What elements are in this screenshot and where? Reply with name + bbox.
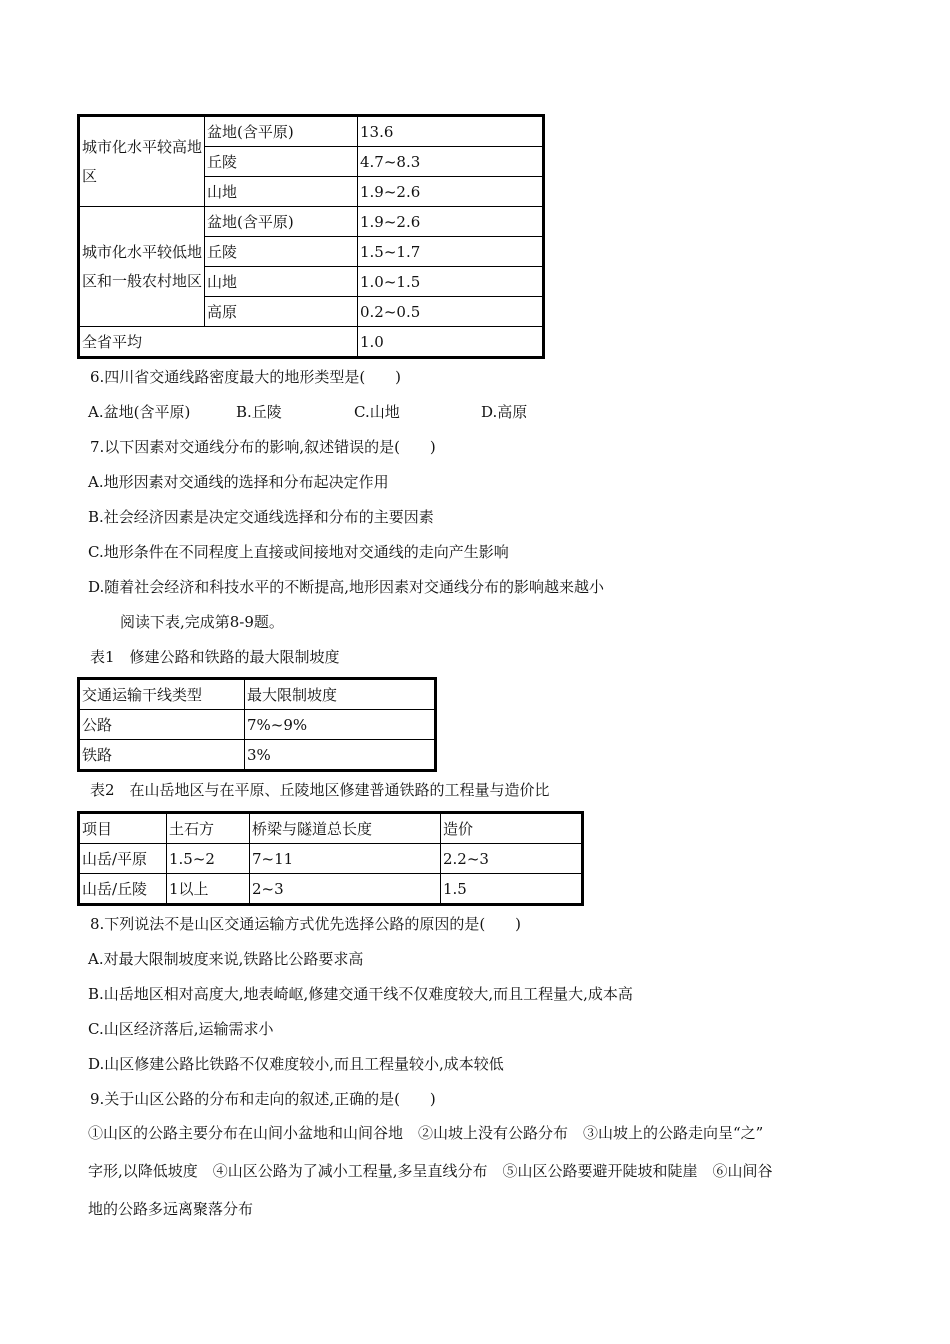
province-average-label: 全省平均 bbox=[79, 327, 358, 358]
cost-ratio-table bbox=[77, 811, 584, 906]
value-cell: 0.2~0.5 bbox=[358, 297, 544, 327]
table-cell: 1.5 bbox=[441, 874, 583, 905]
value-cell: 1.9~2.6 bbox=[358, 177, 544, 207]
group-label-high: 城市化水平较高地区 bbox=[79, 116, 205, 207]
table-cell: 山岳/丘陵 bbox=[79, 874, 167, 905]
table-cell: 1.5~2 bbox=[167, 844, 250, 874]
q8-option-a: A.对最大限制坡度来说,铁路比公路要求高 bbox=[88, 950, 364, 968]
terrain-cell: 山地 bbox=[205, 177, 358, 207]
table-header: 造价 bbox=[441, 813, 583, 844]
q7-option-a: A.地形因素对交通线的选择和分布起决定作用 bbox=[88, 473, 389, 491]
table-header: 最大限制坡度 bbox=[245, 679, 436, 710]
q9-line-1: ①山区的公路主要分布在山间小盆地和山间谷地 ②山坡上没有公路分布 ③山坡上的公路走向呈“之” bbox=[88, 1124, 764, 1142]
table-cell: 7%~9% bbox=[245, 710, 436, 740]
table-header: 交通运输干线类型 bbox=[79, 679, 245, 710]
terrain-cell: 盆地(含平原) bbox=[205, 116, 358, 147]
value-cell: 1.5~1.7 bbox=[358, 237, 544, 267]
table-header: 项目 bbox=[79, 813, 167, 844]
table-header: 土石方 bbox=[167, 813, 250, 844]
q8-stem: 8.下列说法不是山区交通运输方式优先选择公路的原因的是( ) bbox=[90, 915, 522, 933]
table-header: 桥梁与隧道总长度 bbox=[250, 813, 441, 844]
reading-intro: 阅读下表,完成第8-9题。 bbox=[120, 613, 284, 631]
q7-stem: 7.以下因素对交通线分布的影响,叙述错误的是( ) bbox=[90, 438, 436, 456]
table-cell: 山岳/平原 bbox=[79, 844, 167, 874]
q7-option-b: B.社会经济因素是决定交通线选择和分布的主要因素 bbox=[88, 508, 434, 526]
table-cell: 2~3 bbox=[250, 874, 441, 905]
q6-option-a: A.盆地(含平原) bbox=[88, 403, 191, 421]
q7-option-c: C.地形条件在不同程度上直接或间接地对交通线的走向产生影响 bbox=[88, 543, 509, 561]
q6-option-b: B.丘陵 bbox=[236, 403, 282, 421]
value-cell: 13.6 bbox=[358, 116, 544, 147]
group-label-low: 城市化水平较低地区和一般农村地区 bbox=[79, 207, 205, 327]
q9-line-3: 地的公路多远离聚落分布 bbox=[88, 1200, 254, 1218]
q9-line-2: 字形,以降低坡度 ④山区公路为了减小工程量,多呈直线分布 ⑤山区公路要避开陡坡和陡崖 ⑥山间谷 bbox=[88, 1162, 773, 1180]
table-cell: 2.2~3 bbox=[441, 844, 583, 874]
q8-option-c: C.山区经济落后,运输需求小 bbox=[88, 1020, 274, 1038]
q6-option-c: C.山地 bbox=[354, 403, 400, 421]
value-cell: 4.7~8.3 bbox=[358, 147, 544, 177]
value-cell: 1.0~1.5 bbox=[358, 267, 544, 297]
q6-stem: 6.四川省交通线路密度最大的地形类型是( ) bbox=[90, 368, 402, 386]
q9-stem: 9.关于山区公路的分布和走向的叙述,正确的是( ) bbox=[90, 1090, 436, 1108]
terrain-density-table bbox=[77, 114, 545, 359]
table-cell: 7~11 bbox=[250, 844, 441, 874]
province-average-value: 1.0 bbox=[358, 327, 544, 358]
slope-limit-table bbox=[77, 677, 437, 772]
terrain-cell: 高原 bbox=[205, 297, 358, 327]
table1-caption: 表1 修建公路和铁路的最大限制坡度 bbox=[90, 648, 340, 666]
terrain-cell: 丘陵 bbox=[205, 237, 358, 267]
table-cell: 公路 bbox=[79, 710, 245, 740]
value-cell: 1.9~2.6 bbox=[358, 207, 544, 237]
q6-option-d: D.高原 bbox=[481, 403, 528, 421]
table-cell: 铁路 bbox=[79, 740, 245, 771]
table-cell: 1以上 bbox=[167, 874, 250, 905]
q8-option-b: B.山岳地区相对高度大,地表崎岖,修建交通干线不仅难度较大,而且工程量大,成本高 bbox=[88, 985, 633, 1003]
terrain-cell: 盆地(含平原) bbox=[205, 207, 358, 237]
q8-option-d: D.山区修建公路比铁路不仅难度较小,而且工程量较小,成本较低 bbox=[88, 1055, 504, 1073]
q7-option-d: D.随着社会经济和科技水平的不断提高,地形因素对交通线分布的影响越来越小 bbox=[88, 578, 605, 596]
table2-caption: 表2 在山岳地区与在平原、丘陵地区修建普通铁路的工程量与造价比 bbox=[90, 781, 550, 799]
terrain-cell: 山地 bbox=[205, 267, 358, 297]
table-cell: 3% bbox=[245, 740, 436, 771]
terrain-cell: 丘陵 bbox=[205, 147, 358, 177]
